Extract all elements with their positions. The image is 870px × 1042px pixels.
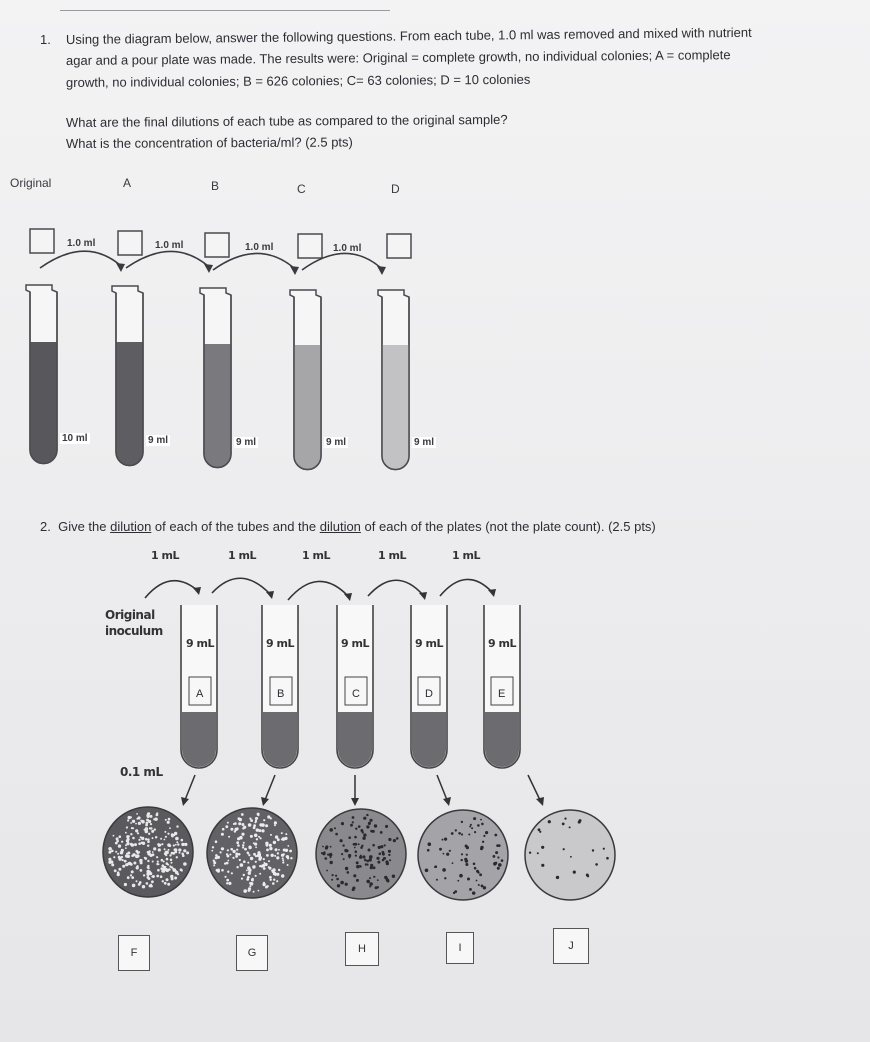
label-original: Original — [10, 176, 52, 190]
question-2-number: 2. — [40, 519, 51, 534]
tube-letter-d: D — [425, 688, 433, 700]
q2-transfer-arrow-1 — [145, 581, 197, 598]
q1-volume-a: 9 ml — [148, 435, 169, 446]
tube-letter-e: E — [498, 688, 506, 700]
question-1-line-1: Using the diagram below, answer the following questions. From each tube, 1.0 ml was removed and mixed with nutrient — [65, 24, 752, 47]
q2-transfer-arrow-2 — [212, 578, 270, 594]
plate-i — [418, 810, 508, 900]
question-1-prompt-1: What are the final dilutions of each tube as compared to the original sample? — [65, 111, 508, 130]
q1-transfer-label-4: 1.0 ml — [333, 243, 362, 254]
q2-transfer-label-5: 1 mL — [452, 549, 480, 562]
label-a: A — [123, 176, 132, 190]
q1-volume-c: 9 ml — [326, 437, 347, 448]
q2-transfer-label-2: 1 mL — [228, 549, 256, 562]
tube-volume-e: 9 mL — [488, 637, 516, 650]
q2-transfer-label-3: 1 mL — [302, 549, 330, 562]
q1-volume-b: 9 ml — [236, 437, 257, 448]
tube-letter-b: B — [277, 688, 285, 700]
q2-transfer-label-4: 1 mL — [378, 549, 406, 562]
q2-transfer-label-1: 1 mL — [151, 549, 179, 562]
label-b: B — [211, 179, 220, 193]
plate-answer-box-g: G — [236, 935, 268, 971]
q2-transfer-arrow-4 — [368, 580, 423, 596]
plate-j — [525, 810, 615, 900]
q1-volume-d: 9 ml — [414, 437, 435, 448]
plate-answer-box-i: I — [446, 932, 474, 964]
q1-transfer-label-2: 1.0 ml — [155, 240, 184, 251]
q2-transfer-arrow-5 — [440, 579, 492, 596]
question-2: 2. Give the dilution of each of the tubes and the dilution of each of the plates (not the plate count). (2.5 pts) — [40, 519, 656, 534]
question-1-number: 1. — [40, 32, 51, 47]
q1-transfer-label-3: 1.0 ml — [245, 242, 274, 253]
tube-volume-c: 9 mL — [341, 637, 369, 650]
q1-volume-original: 10 ml — [62, 433, 88, 444]
label-c: C — [297, 182, 306, 196]
tube-letter-c: C — [352, 688, 360, 700]
question-1-prompt-2: What is the concentration of bacteria/ml? (2.5 pts) — [65, 134, 353, 151]
tube-volume-a: 9 mL — [186, 637, 214, 650]
plated-volume-label: 0.1 mL — [120, 765, 163, 779]
tube-volume-b: 9 mL — [266, 637, 294, 650]
q2-transfer-arrow-3 — [288, 581, 348, 600]
q1-transfer-label-1: 1.0 ml — [67, 238, 96, 249]
question-1-line-2: agar and a pour plate was made. The results were: Original = complete growth, no individual colonies; A = complete — [65, 47, 731, 68]
plate-answer-box-h: H — [345, 932, 379, 966]
question-1-line-3: growth, no individual colonies; B = 626 colonies; C= 63 colonies; D = 10 colonies — [65, 71, 531, 90]
original-inoculum-label-1: Original — [105, 608, 155, 622]
plate-answer-box-j: J — [553, 928, 589, 964]
label-d: D — [391, 182, 400, 196]
plate-answer-box-f: F — [118, 935, 150, 971]
original-inoculum-label-2: inoculum — [105, 624, 163, 638]
tube-letter-a: A — [196, 688, 204, 700]
tube-volume-d: 9 mL — [415, 637, 443, 650]
